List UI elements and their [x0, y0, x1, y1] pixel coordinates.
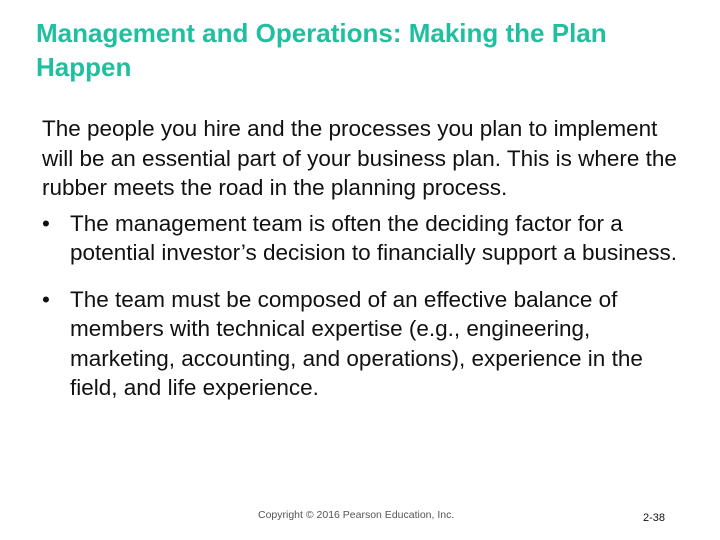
bullet-item-management-team: [42, 209, 692, 268]
bullet-list: [42, 209, 692, 403]
bullet-text: The management team is often the deciding factor for a potential investor’s decision to financially support a business.: [70, 210, 678, 265]
bullet-marker: •: [42, 210, 50, 236]
bullet-marker: •: [42, 286, 50, 312]
copyright-footer: Copyright © 2016 Pearson Education, Inc.: [258, 509, 455, 521]
bullet-item-team-composition: [42, 285, 692, 403]
intro-paragraph: The people you hire and the processes you plan to implement will be an essential part of your business plan. This is where the rubber meets the road in the planning process.: [42, 116, 677, 200]
slide-title: Management and Operations: Making the Plan Happen: [36, 18, 607, 82]
bullet-text: The team must be composed of an effective balance of members with technical expertise (e.g., engineering, marketing, accounting, and operations), experience in the field, and life experience.: [70, 286, 643, 400]
slide-body: [42, 114, 692, 403]
page-number: 2-38: [643, 512, 666, 524]
